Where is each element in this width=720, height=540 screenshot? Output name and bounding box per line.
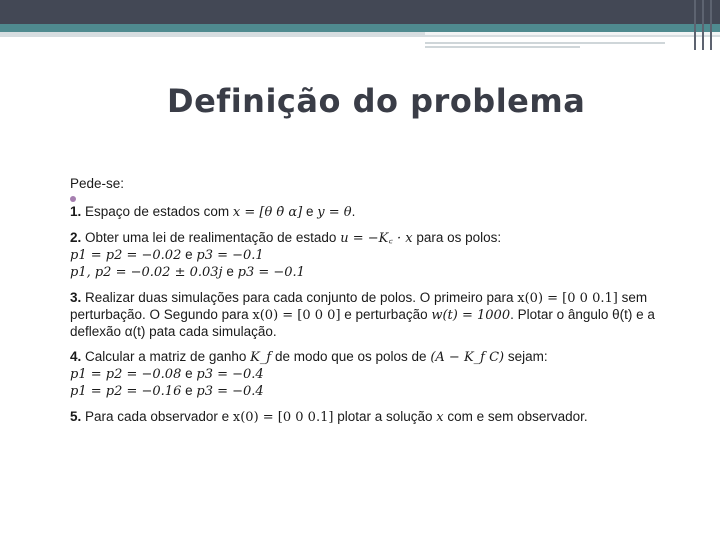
header-edge-lines bbox=[688, 0, 720, 50]
math-expression: x(0) = [0 0 0.1] bbox=[232, 410, 334, 425]
list-item-1 bbox=[70, 204, 680, 221]
math-expression: x bbox=[436, 410, 444, 425]
math-expression: x(0) = [0 0 0] bbox=[252, 308, 341, 323]
math-expression: p3 = −0.4 bbox=[196, 384, 264, 399]
item-number: 1. bbox=[70, 204, 82, 219]
math-expression: p1 = p2 = −0.08 bbox=[70, 367, 182, 382]
slide-title: Definição do problema bbox=[167, 82, 586, 120]
math-expression: y = θ bbox=[317, 205, 352, 220]
math-expression: p3 = −0.1 bbox=[196, 248, 264, 263]
item-text: Espaço de estados com bbox=[85, 204, 230, 219]
item-text: e bbox=[185, 366, 193, 381]
item-text: sem perturbação. O Segundo para bbox=[70, 290, 648, 322]
intro-text: Pede-se: bbox=[70, 176, 125, 191]
list-item-4 bbox=[70, 349, 680, 400]
item-text: para os polos: bbox=[416, 230, 502, 245]
math-expression: p3 = −0.1 bbox=[237, 265, 305, 280]
list-item-5 bbox=[70, 409, 680, 426]
item-text: . bbox=[351, 204, 356, 219]
item-number: 2. bbox=[70, 230, 82, 245]
item-text: plotar a solução bbox=[337, 409, 433, 424]
header-line-1 bbox=[425, 42, 665, 44]
math-expression: x(0) = [0 0 0.1] bbox=[517, 291, 618, 306]
slide-body bbox=[70, 176, 680, 435]
list-item-3 bbox=[70, 290, 680, 340]
item-number: 4. bbox=[70, 349, 82, 364]
math-expression: p1 = p2 = −0.16 bbox=[70, 384, 182, 399]
item-text: sejam: bbox=[507, 349, 548, 364]
item-text: Obter uma lei de realimentação de estado bbox=[85, 230, 337, 245]
item-text: e bbox=[185, 383, 193, 398]
math-expression: x = [θ θ̇ α] bbox=[232, 205, 303, 220]
bullet-dot bbox=[70, 196, 76, 202]
item-number: 3. bbox=[70, 290, 82, 305]
item-text: . Plotar o ângulo θ(t) e a deflexão α(t) pata cada simulação. bbox=[70, 307, 655, 339]
item-number: 5. bbox=[70, 409, 82, 424]
math-expression: p1 = p2 = −0.02 bbox=[70, 248, 182, 263]
item-text: Para cada observador e bbox=[85, 409, 230, 424]
header-stripe-highlight bbox=[425, 32, 720, 35]
math-expression: (A − K_f C) bbox=[430, 350, 505, 365]
top-bar-accent bbox=[0, 24, 720, 32]
math-expression: w(t) = 1000 bbox=[431, 308, 511, 323]
item-text: e perturbação bbox=[344, 307, 428, 322]
item-text: com e sem observador. bbox=[447, 409, 588, 424]
math-expression: u = −K꜀ · x bbox=[340, 231, 413, 246]
item-text: e bbox=[306, 204, 314, 219]
item-text: Realizar duas simulações para cada conjunto de polos. O primeiro para bbox=[85, 290, 514, 305]
item-text: de modo que os polos de bbox=[274, 349, 427, 364]
math-expression: p1, p2 = −0.02 ± 0.03j bbox=[70, 265, 223, 280]
header-line-2 bbox=[425, 46, 580, 48]
math-expression: p3 = −0.4 bbox=[196, 367, 264, 382]
top-bar bbox=[0, 0, 720, 24]
math-expression: K_f bbox=[250, 350, 272, 365]
item-text: e bbox=[226, 264, 234, 279]
list-item-2 bbox=[70, 230, 680, 281]
item-text: Calcular a matriz de ganho bbox=[85, 349, 247, 364]
item-text: e bbox=[185, 247, 193, 262]
